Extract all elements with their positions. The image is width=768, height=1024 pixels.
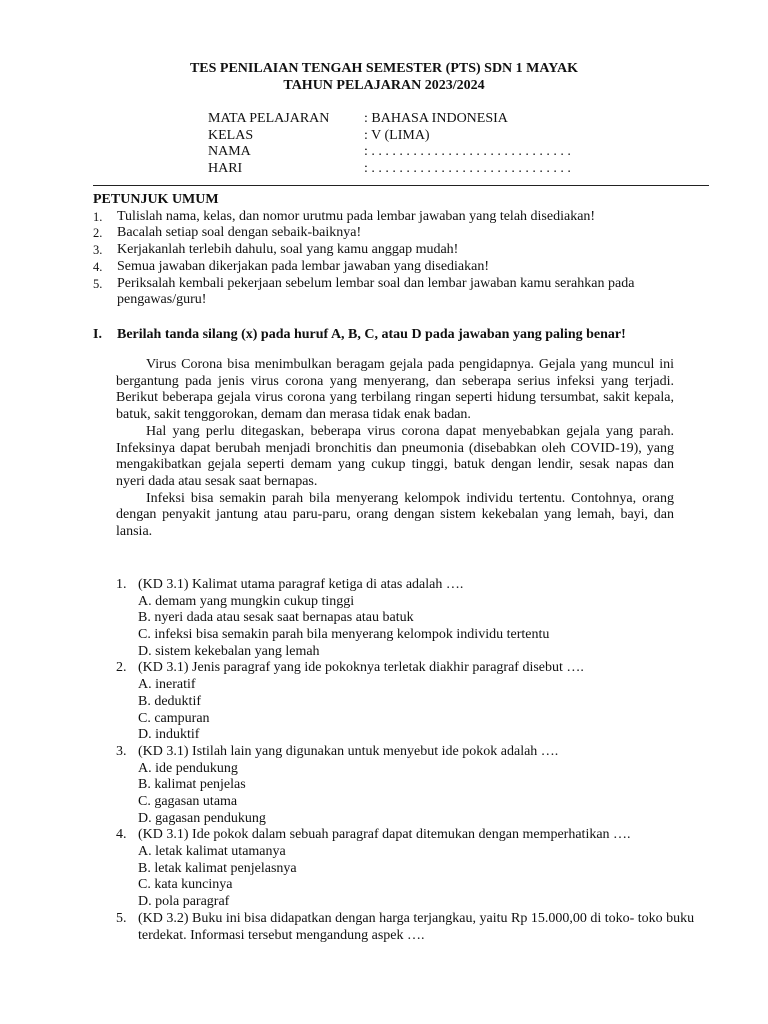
question-text: (KD 3.1) Ide pokok dalam sebuah paragraf dapat ditemukan dengan memperhatikan ….: [138, 827, 631, 843]
info-value: : . . . . . . . . . . . . . . . . . . . . . . . . . . . . .: [364, 161, 571, 177]
question-body: [138, 827, 696, 910]
instructions-title: PETUNJUK UMUM: [93, 192, 219, 207]
instruction-number: 3.: [93, 243, 103, 258]
question-body: [138, 744, 696, 827]
answer-option[interactable]: A. demam yang mungkin cukup tinggi: [138, 593, 355, 609]
question-text: (KD 3.1) Kalimat utama paragraf ketiga di atas adalah ….: [138, 577, 464, 592]
info-value: : V (LIMA): [364, 127, 430, 143]
reading-passage: [116, 357, 674, 541]
question-body: [138, 660, 696, 743]
info-row-class: [208, 128, 658, 145]
question-body: [138, 911, 696, 944]
instruction-number: 5.: [93, 276, 103, 291]
answer-option[interactable]: C. gagasan utama: [138, 793, 238, 809]
reading-paragraph: Hal yang perlu ditegaskan, beberapa virus corona dapat menyebabkan gejala yang parah. Infeksinya dapat berubah menjadi bronchitis dan pneumonia (disebabkan oleh COVID-19), yang mengakibatkan gejala seperti demam yang cukup tinggi, batuk dengan lendir, sesak napas dan nyeri dada atau sesak saat bernapas.: [116, 423, 674, 489]
instruction-text: Kerjakanlah terlebih dahulu, soal yang kamu anggap mudah!: [117, 242, 459, 258]
info-label: HARI: [208, 161, 243, 177]
answer-option[interactable]: A. ide pendukung: [138, 760, 238, 776]
question-item: [116, 660, 696, 743]
answer-option[interactable]: D. sistem kekebalan yang lemah: [138, 643, 320, 659]
question-item: [116, 744, 696, 827]
reading-paragraph: Virus Corona bisa menimbulkan beragam gejala pada pengidapnya. Gejala yang muncul ini bergantung pada jenis virus corona yang menyerang, dan seberapa serius infeksi yang terjadi. Berikut beberapa gejala virus corona yang terbilang ringan seperti hidung tersumbat, sakit kepala, batuk, sakit tenggorokan, demam dan merasa tidak enak badan.: [116, 357, 674, 423]
instruction-number: 2.: [93, 226, 103, 241]
answer-option[interactable]: B. deduktif: [138, 693, 201, 709]
exam-title: TES PENILAIAN TENGAH SEMESTER (PTS) SDN 1 MAYAK: [189, 61, 579, 76]
question-number: 1.: [116, 577, 127, 592]
info-label: KELAS: [208, 127, 254, 143]
info-label: MATA PELAJARAN: [208, 111, 330, 126]
answer-option[interactable]: D. gagasan pendukung: [138, 810, 266, 826]
info-value: : BAHASA INDONESIA: [364, 111, 508, 126]
question-list: [116, 577, 696, 944]
instruction-item: [93, 259, 673, 276]
reading-paragraph: Infeksi bisa semakin parah bila menyerang kelompok individu tertentu. Contohnya, orang dengan penyakit jantung atau paru-paru, orang dengan sistem kekebalan yang lemah, bayi, dan lansia.: [116, 490, 674, 540]
question-item: [116, 827, 696, 910]
instruction-text: Tulislah nama, kelas, dan nomor urutmu pada lembar jawaban yang telah disediakan!: [117, 208, 596, 224]
question-text: (KD 3.2) Buku ini bisa didapatkan dengan harga terjangkau, yaitu Rp 15.000,00 di toko- toko buku terdekat. Informasi tersebut mengandung aspek ….: [138, 910, 695, 943]
instruction-number: 4.: [93, 259, 103, 274]
section-number: I.: [93, 327, 102, 342]
answer-option[interactable]: A. ineratif: [138, 677, 196, 693]
answer-option[interactable]: C. kata kuncinya: [138, 877, 233, 893]
instruction-text: Bacalah setiap soal dengan sebaik-baiknya!: [117, 225, 362, 241]
question-number: 2.: [116, 660, 127, 676]
question-item: [116, 577, 696, 660]
info-value: : . . . . . . . . . . . . . . . . . . . . . . . . . . . . .: [364, 144, 571, 160]
section-heading: [93, 327, 713, 344]
answer-option[interactable]: B. nyeri dada atau sesak saat bernapas atau batuk: [138, 610, 414, 626]
answer-option[interactable]: D. induktif: [138, 727, 200, 743]
info-row-name: [208, 144, 658, 161]
info-row-day: [208, 161, 658, 178]
question-number: 5.: [116, 910, 127, 926]
instruction-item: [93, 225, 673, 242]
instruction-text: Semua jawaban dikerjakan pada lembar jawaban yang disediakan!: [117, 258, 490, 274]
question-body: [138, 577, 696, 660]
answer-option[interactable]: B. letak kalimat penjelasnya: [138, 860, 297, 876]
answer-option[interactable]: A. letak kalimat utamanya: [138, 844, 286, 860]
student-info: [208, 111, 658, 178]
answer-option[interactable]: D. pola paragraf: [138, 894, 230, 910]
section-title: Berilah tanda silang (x) pada huruf A, B, C, atau D pada jawaban yang paling benar!: [117, 327, 626, 342]
instruction-number: 1.: [93, 209, 103, 224]
general-instructions: [93, 192, 673, 309]
instruction-text: Periksalah kembali pekerjaan sebelum lembar soal dan lembar jawaban kamu serahkan pada pengawas/guru!: [117, 275, 635, 308]
exam-header: [0, 61, 768, 94]
answer-option[interactable]: C. infeksi bisa semakin parah bila menyerang kelompok individu tertentu: [138, 627, 550, 643]
question-item: [116, 911, 696, 944]
academic-year: TAHUN PELAJARAN 2023/2024: [283, 77, 485, 93]
instruction-item: [93, 276, 673, 309]
question-text: (KD 3.1) Jenis paragraf yang ide pokoknya terletak diakhir paragraf disebut ….: [138, 660, 584, 676]
info-label: NAMA: [208, 144, 251, 160]
answer-option[interactable]: C. campuran: [138, 710, 210, 726]
question-number: 3.: [116, 743, 127, 759]
answer-option[interactable]: B. kalimat penjelas: [138, 777, 246, 793]
question-number: 4.: [116, 827, 127, 843]
instructions-list: [93, 209, 673, 309]
instruction-item: [93, 209, 673, 226]
header-divider: [93, 185, 709, 186]
question-text: (KD 3.1) Istilah lain yang digunakan untuk menyebut ide pokok adalah ….: [138, 743, 559, 759]
instruction-item: [93, 242, 673, 259]
info-row-subject: [208, 111, 658, 128]
